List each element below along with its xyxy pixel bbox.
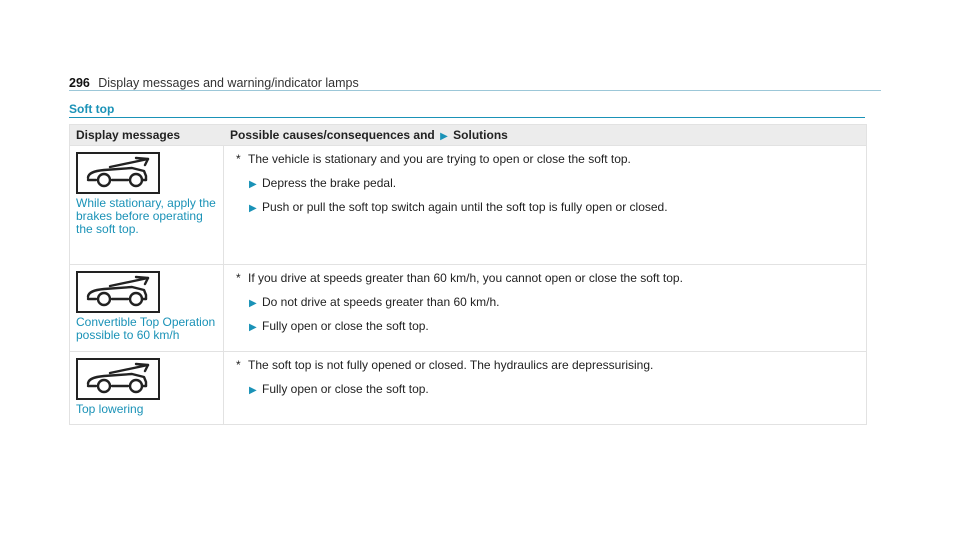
convertible-car-icon bbox=[76, 358, 160, 400]
message-cell bbox=[70, 146, 224, 264]
display-message: Top lowering bbox=[76, 402, 144, 416]
causes-cell bbox=[224, 352, 866, 424]
convertible-car-icon bbox=[76, 271, 160, 313]
causes-cell bbox=[224, 146, 866, 264]
section-divider bbox=[69, 117, 865, 118]
cause-text: * If you drive at speeds greater than 60 km/h, you cannot open or close the soft top. bbox=[236, 271, 683, 285]
column-header-causes-label: Possible causes/consequences and bbox=[230, 128, 435, 142]
column-header-causes bbox=[224, 125, 866, 145]
chapter-title: Display messages and warning/indicator lamps bbox=[98, 76, 359, 90]
solution-item: ▶ Fully open or close the soft top. bbox=[249, 382, 429, 396]
arrow-right-icon: ▶ bbox=[249, 179, 257, 190]
arrow-right-icon: ▶ bbox=[249, 203, 257, 214]
display-message: Convertible Top Operation possible to 60 km/h bbox=[76, 315, 216, 342]
message-cell bbox=[70, 352, 224, 424]
message-cell bbox=[70, 265, 224, 351]
column-header-messages: Display messages bbox=[76, 128, 181, 142]
arrow-right-icon: ▶ bbox=[249, 385, 257, 396]
display-messages-table bbox=[69, 124, 867, 425]
cause-text: * The soft top is not fully opened or closed. The hydraulics are depressurising. bbox=[236, 358, 654, 372]
arrow-right-icon: ▶ bbox=[440, 131, 448, 142]
page-header bbox=[69, 76, 881, 91]
column-header-solutions-label: Solutions bbox=[453, 128, 508, 142]
causes-cell bbox=[224, 265, 866, 351]
page-number: 296 bbox=[69, 76, 90, 90]
table-row bbox=[70, 351, 866, 424]
cause-text: * The vehicle is stationary and you are trying to open or close the soft top. bbox=[236, 152, 631, 166]
solution-item: ▶ Do not drive at speeds greater than 60 km/h. bbox=[249, 295, 500, 309]
table-row bbox=[70, 264, 866, 351]
section-title: Soft top bbox=[69, 102, 115, 116]
table-row bbox=[70, 145, 866, 264]
table-header bbox=[70, 125, 866, 145]
solution-item: ▶ Fully open or close the soft top. bbox=[249, 319, 429, 333]
arrow-right-icon: ▶ bbox=[249, 298, 257, 309]
solution-item: ▶ Push or pull the soft top switch again until the soft top is fully open or closed. bbox=[249, 200, 668, 214]
convertible-car-icon bbox=[76, 152, 160, 194]
solution-item: ▶ Depress the brake pedal. bbox=[249, 176, 397, 190]
display-message: While stationary, apply the brakes before operating the soft top. bbox=[76, 196, 216, 236]
arrow-right-icon: ▶ bbox=[249, 322, 257, 333]
